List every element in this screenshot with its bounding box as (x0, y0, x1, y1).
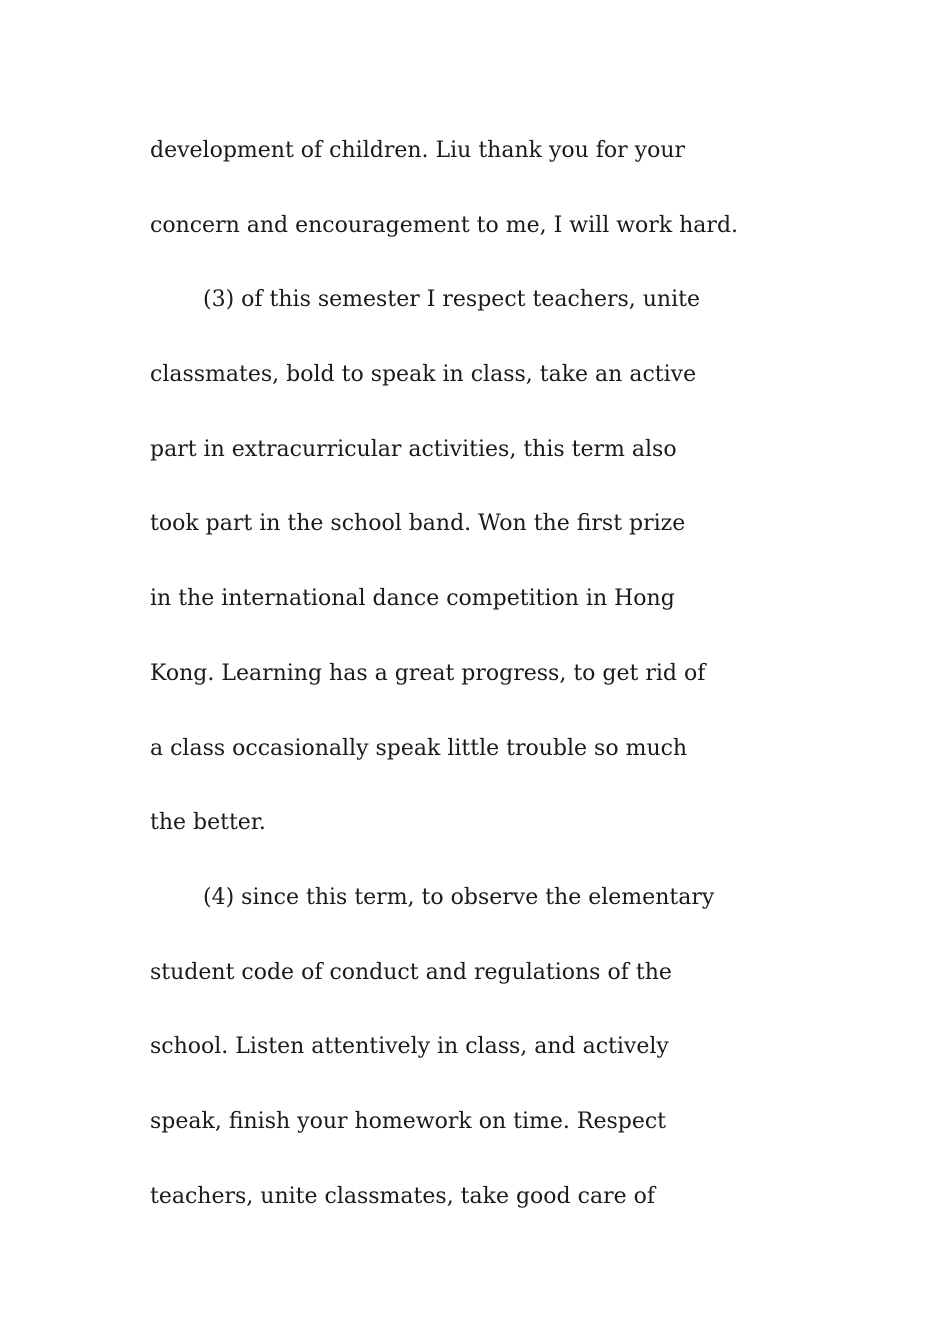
text-line: a class occasionally speak little trouble so much (150, 735, 688, 761)
text-line: development of children. Liu thank you for your (150, 138, 686, 163)
text-line: classmates, bold to speak in class, take an active (150, 362, 697, 388)
text-line: Kong. Learning has a great progress, to get rid of (150, 660, 706, 686)
text-line: took part in the school band. Won the first prize (150, 511, 686, 537)
text-line: speak, finish your homework on time. Respect (150, 1108, 667, 1134)
text-line: student code of conduct and regulations of the (150, 959, 672, 985)
text-line: teachers, unite classmates, take good care of (150, 1183, 655, 1209)
body-text (150, 114, 810, 1234)
paragraph-start-line: (4) since this term, to observe the elementary (203, 884, 715, 910)
text-line: in the international dance competition in Hong (150, 586, 675, 612)
text-line: part in extracurricular activities, this term also (150, 436, 677, 462)
text-line: concern and encouragement to me, I will work hard. (150, 212, 739, 238)
text-line: the better. (150, 810, 266, 836)
text-line: school. Listen attentively in class, and actively (150, 1034, 669, 1060)
paragraph-start-line: (3) of this semester I respect teachers, unite (203, 287, 700, 313)
